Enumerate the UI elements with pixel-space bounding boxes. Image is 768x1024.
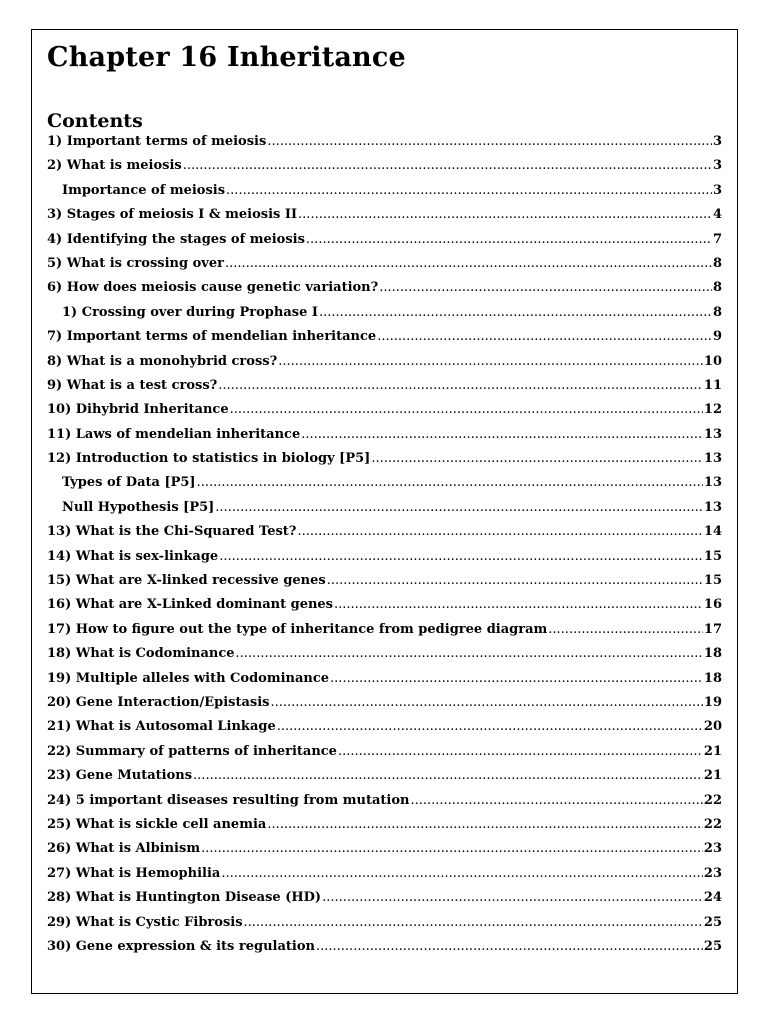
toc-entry-page-number[interactable]: 25 [703, 914, 722, 930]
toc-entry[interactable] [47, 232, 722, 256]
toc-dot-leader [319, 305, 712, 320]
toc-entry[interactable] [47, 549, 722, 573]
toc-entry-label[interactable]: 29) What is Cystic Fibrosis [47, 914, 243, 930]
toc-entry-page-number[interactable]: 15 [703, 548, 722, 564]
toc-entry-label[interactable]: 10) Dihybrid Inheritance [47, 402, 229, 418]
toc-entry-page-number[interactable]: 18 [703, 670, 722, 686]
toc-dot-leader [327, 573, 703, 588]
toc-entry[interactable] [47, 451, 722, 475]
toc-entry[interactable] [47, 183, 722, 207]
toc-entry-page-number[interactable]: 4 [712, 207, 722, 223]
toc-entry[interactable] [47, 207, 722, 231]
toc-entry[interactable] [47, 573, 722, 597]
toc-dot-leader [410, 793, 702, 808]
toc-dot-leader [297, 524, 702, 539]
toc-entry-label[interactable]: 5) What is crossing over [47, 255, 224, 271]
toc-dot-leader [379, 280, 712, 295]
toc-entry-label[interactable]: 22) Summary of patterns of inheritance [47, 743, 337, 759]
toc-dot-leader [215, 500, 703, 515]
toc-entry[interactable] [47, 354, 722, 378]
toc-entry[interactable] [47, 378, 722, 402]
toc-dot-leader [322, 890, 703, 905]
toc-dot-leader [197, 475, 703, 490]
toc-entry-label[interactable]: Null Hypothesis [P5] [62, 499, 215, 515]
toc-entry-page-number[interactable]: 21 [703, 743, 722, 759]
toc-dot-leader [201, 841, 703, 856]
toc-dot-leader [218, 378, 703, 393]
toc-dot-leader [244, 915, 703, 930]
toc-entry-page-number[interactable]: 3 [712, 134, 722, 149]
toc-dot-leader [301, 427, 703, 442]
toc-entry[interactable] [47, 890, 722, 914]
toc-dot-leader [183, 158, 712, 173]
toc-entry-label[interactable]: 8) What is a monohybrid cross? [47, 353, 278, 369]
toc-entry-page-number[interactable]: 21 [703, 768, 722, 784]
toc-entry[interactable] [47, 695, 722, 719]
toc-entry[interactable] [47, 671, 722, 695]
toc-entry-page-number[interactable]: 18 [703, 646, 722, 662]
toc-dot-leader [277, 719, 703, 734]
toc-entry-page-number[interactable]: 24 [703, 890, 722, 906]
toc-entry[interactable] [47, 134, 722, 158]
toc-entry-label[interactable]: 26) What is Albinism [47, 841, 201, 857]
toc-entry[interactable] [47, 939, 722, 963]
toc-dot-leader [267, 817, 703, 832]
toc-entry[interactable] [47, 158, 722, 182]
toc-entry[interactable] [47, 768, 722, 792]
toc-entry[interactable] [47, 305, 722, 329]
document-page [31, 29, 738, 994]
toc-entry[interactable] [47, 841, 722, 865]
toc-entry-page-number[interactable]: 22 [703, 816, 722, 832]
toc-entry-page-number[interactable]: 17 [703, 621, 722, 637]
toc-entry-page-number[interactable]: 9 [712, 329, 722, 345]
toc-entry-label[interactable]: 15) What are X-linked recessive genes [47, 573, 326, 589]
toc-dot-leader [267, 134, 712, 149]
toc-dot-leader [330, 671, 703, 686]
toc-entry[interactable] [47, 719, 722, 743]
toc-entry-page-number[interactable]: 23 [703, 865, 722, 881]
toc-entry-page-number[interactable]: 13 [703, 451, 722, 467]
toc-entry[interactable] [47, 475, 722, 499]
toc-entry-label[interactable]: 17) How to figure out the type of inheritance from pedigree diagram [47, 621, 548, 637]
toc-entry[interactable] [47, 427, 722, 451]
toc-entry-label[interactable]: 27) What is Hemophilia [47, 865, 221, 881]
toc-entry-page-number[interactable]: 13 [703, 475, 722, 491]
toc-entry-label[interactable]: 11) Laws of mendelian inheritance [47, 426, 301, 442]
toc-entry-page-number[interactable]: 3 [712, 182, 722, 198]
toc-dot-leader [548, 622, 703, 637]
toc-entry[interactable] [47, 329, 722, 353]
table-of-contents [47, 134, 722, 963]
toc-entry-page-number[interactable]: 7 [712, 231, 722, 247]
toc-entry-label[interactable]: 9) What is a test cross? [47, 377, 218, 393]
toc-entry[interactable] [47, 597, 722, 621]
toc-entry-page-number[interactable]: 25 [703, 938, 722, 954]
toc-dot-leader [334, 597, 703, 612]
toc-entry-page-number[interactable]: 8 [712, 280, 722, 296]
toc-entry[interactable] [47, 646, 722, 670]
toc-entry-label[interactable]: 1) Important terms of meiosis [47, 134, 267, 149]
toc-entry-page-number[interactable]: 23 [703, 841, 722, 857]
toc-entry-label[interactable]: 20) Gene Interaction/Epistasis [47, 694, 270, 710]
toc-entry-label[interactable]: 30) Gene expression & its regulation [47, 938, 315, 954]
toc-entry-page-number[interactable]: 20 [703, 719, 722, 735]
toc-entry-label[interactable]: Types of Data [P5] [62, 475, 196, 491]
toc-entry-page-number[interactable]: 22 [703, 792, 722, 808]
contents-heading: Contents [47, 110, 143, 132]
toc-entry[interactable] [47, 524, 722, 548]
toc-dot-leader [377, 329, 712, 344]
toc-dot-leader [316, 939, 703, 954]
toc-entry-label[interactable]: 18) What is Codominance [47, 646, 235, 662]
toc-entry-page-number[interactable]: 16 [703, 597, 722, 613]
toc-entry[interactable] [47, 622, 722, 646]
toc-dot-leader [230, 402, 703, 417]
toc-entry[interactable] [47, 744, 722, 768]
toc-entry-label[interactable]: 1) Crossing over during Prophase I [62, 304, 318, 320]
toc-entry[interactable] [47, 866, 722, 890]
toc-entry-page-number[interactable]: 13 [703, 426, 722, 442]
toc-entry-page-number[interactable]: 3 [712, 158, 722, 174]
document-title: Chapter 16 Inheritance [47, 42, 406, 73]
toc-entry[interactable] [47, 915, 722, 939]
toc-entry[interactable] [47, 793, 722, 817]
toc-dot-leader [298, 207, 712, 222]
toc-dot-leader [236, 646, 703, 661]
toc-dot-leader [221, 866, 703, 881]
toc-entry-label[interactable]: 13) What is the Chi-Squared Test? [47, 524, 297, 540]
toc-entry-page-number[interactable]: 14 [703, 524, 722, 540]
toc-dot-leader [219, 549, 703, 564]
toc-dot-leader [278, 354, 703, 369]
toc-entry-label[interactable]: 19) Multiple alleles with Codominance [47, 670, 330, 686]
toc-entry-label[interactable]: 16) What are X-Linked dominant genes [47, 597, 333, 613]
toc-dot-leader [225, 256, 712, 271]
toc-dot-leader [193, 768, 703, 783]
toc-entry-page-number[interactable]: 10 [703, 353, 722, 369]
toc-entry[interactable] [47, 500, 722, 524]
toc-entry-label[interactable]: 7) Important terms of mendelian inheritance [47, 329, 377, 345]
toc-entry[interactable] [47, 256, 722, 280]
toc-entry-label[interactable]: 24) 5 important diseases resulting from mutation [47, 792, 410, 808]
toc-dot-leader [371, 451, 703, 466]
toc-entry-page-number[interactable]: 8 [712, 304, 722, 320]
toc-dot-leader [306, 232, 712, 247]
toc-entry-label[interactable]: 6) How does meiosis cause genetic variation? [47, 280, 379, 296]
toc-dot-leader [338, 744, 703, 759]
toc-entry[interactable] [47, 817, 722, 841]
toc-entry-label[interactable]: 21) What is Autosomal Linkage [47, 719, 276, 735]
toc-entry[interactable] [47, 280, 722, 304]
toc-entry-label[interactable]: 12) Introduction to statistics in biology [P5] [47, 451, 371, 467]
toc-entry-page-number[interactable]: 12 [703, 402, 722, 418]
toc-entry[interactable] [47, 402, 722, 426]
toc-entry-label[interactable]: 14) What is sex-linkage [47, 548, 219, 564]
toc-entry-label[interactable]: 3) Stages of meiosis I & meiosis II [47, 207, 298, 223]
toc-entry-label[interactable]: 28) What is Huntington Disease (HD) [47, 890, 322, 906]
toc-entry-page-number[interactable]: 15 [703, 573, 722, 589]
toc-dot-leader [270, 695, 702, 710]
toc-dot-leader [226, 183, 712, 198]
toc-entry-label[interactable]: 23) Gene Mutations [47, 768, 193, 784]
toc-entry-label[interactable]: 25) What is sickle cell anemia [47, 816, 267, 832]
toc-entry-page-number[interactable]: 8 [712, 255, 722, 271]
toc-entry-label[interactable]: 2) What is meiosis [47, 158, 182, 174]
toc-entry-label[interactable]: 4) Identifying the stages of meiosis [47, 231, 305, 247]
toc-entry-page-number[interactable]: 11 [703, 377, 722, 393]
toc-entry-page-number[interactable]: 19 [703, 694, 722, 710]
toc-entry-page-number[interactable]: 13 [703, 499, 722, 515]
toc-entry-label[interactable]: Importance of meiosis [62, 182, 226, 198]
